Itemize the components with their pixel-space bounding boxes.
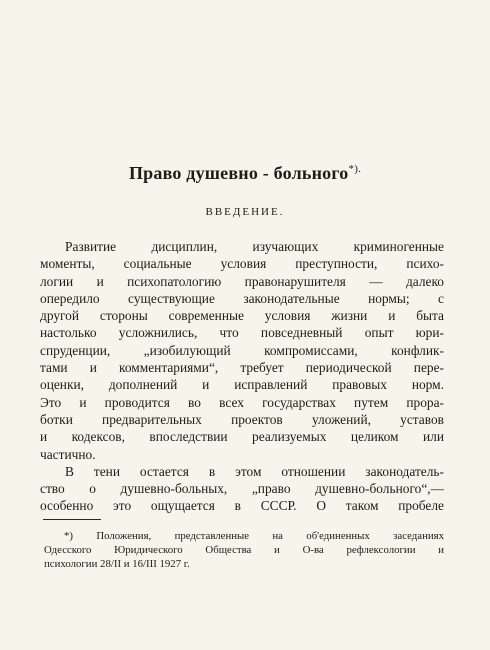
body-text (40, 238, 444, 515)
footnote-divider (43, 519, 101, 520)
section-heading: ВВЕДЕНИЕ. (205, 206, 285, 218)
text-line: оценки, дополнений и исправлений правовых норм. (40, 377, 444, 393)
footnote-mark: *). (348, 163, 362, 175)
text-line: ботки предварительных проектов уложений, уставов (40, 411, 444, 427)
text-line: спруденции, „изобилующий компромиссами, конфлик- (40, 342, 444, 358)
text-line: другой стороны современные условия жизни и быта (40, 308, 444, 324)
text-line: тами и комментариями“, требует периодической пере- (40, 360, 444, 376)
footnote-line: психологии 28/II и 16/III 1927 г. (44, 557, 190, 570)
title-text: Право душевно - больного (128, 163, 349, 183)
text-line: моменты, социальные условия преступности, психо- (40, 256, 444, 272)
text-line: опередило существующие законодательные нормы; с (40, 290, 444, 306)
text-line: Это и проводится во всех государствах путем прора- (40, 394, 444, 410)
footnote-line: Одесского Юридического Общества и О-ва рефлексологии и (44, 543, 444, 556)
footnote (44, 530, 444, 571)
document-title (0, 163, 490, 184)
text-line: Развитие дисциплин, изучающих криминогенные (65, 239, 444, 254)
text-line: настолько усложнились, что повседневный опыт юри- (40, 325, 444, 341)
text-line: и кодексов, впоследствии реализуемых целиком или (40, 429, 444, 445)
text-line: логии и психопатологию правонарушителя — далеко (40, 273, 444, 289)
text-line: частично. (40, 446, 96, 462)
text-line: особенно это ощущается в СССР. О таком пробеле (40, 498, 444, 514)
text-line: ство о душевно-больных, „право душевно-больного“,— (40, 481, 444, 497)
footnote-line: *) Положения, представленные на об'единенных заседаниях (64, 530, 444, 542)
text-line: В тени остается в этом отношении законодатель- (65, 463, 444, 479)
